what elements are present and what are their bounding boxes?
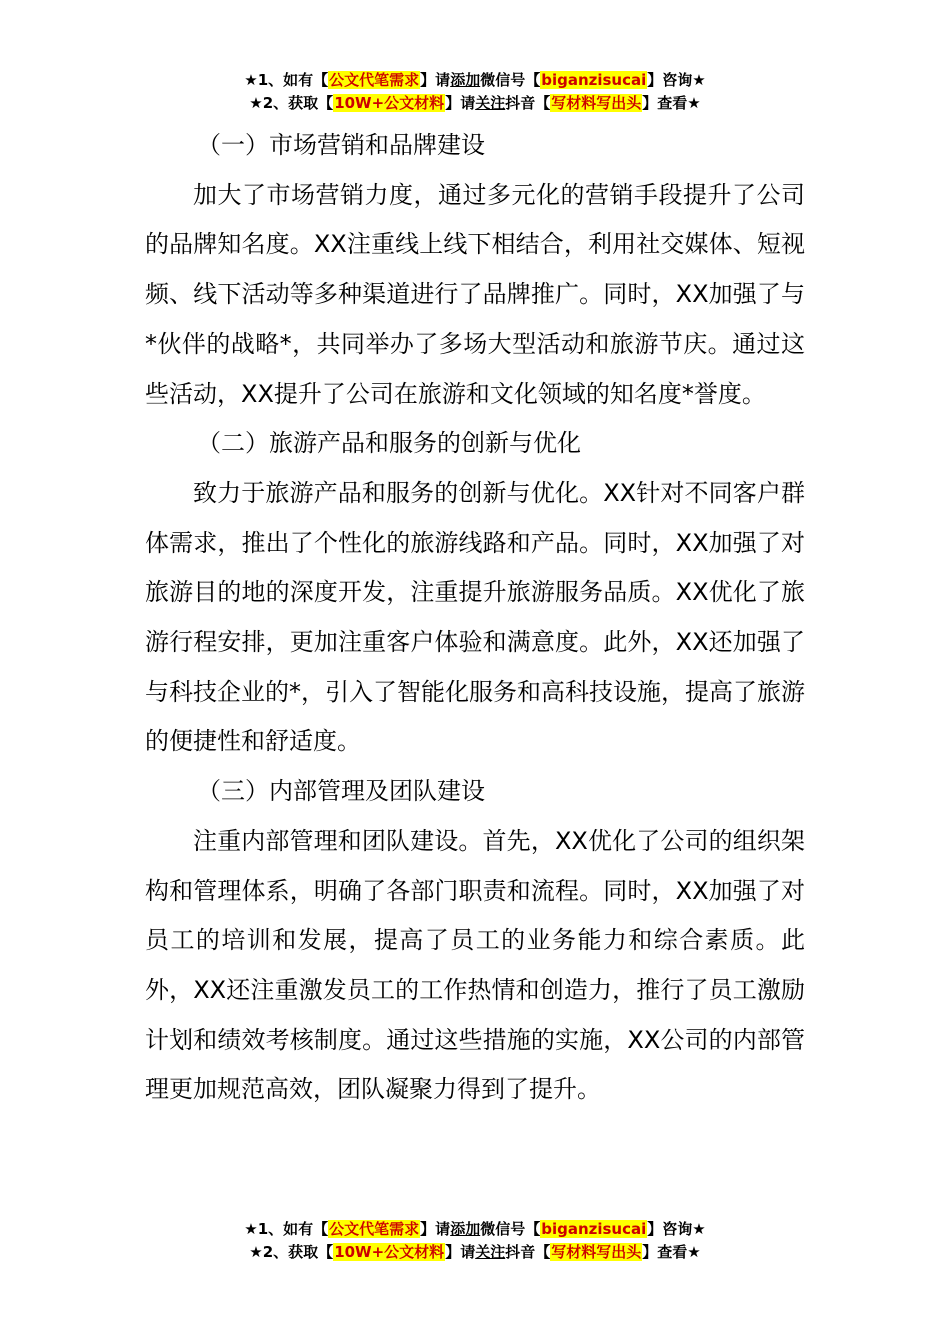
ad-text: 】查看★ bbox=[642, 94, 701, 112]
ad-wechat-id: biganzisucai bbox=[541, 71, 647, 89]
ad-douyin-account: 写材料写出头 bbox=[551, 1243, 642, 1261]
ad-highlight: 公文代笔需求 bbox=[329, 71, 420, 89]
ad-line-2 bbox=[0, 92, 950, 115]
section-paragraph-3: 注重内部管理和团队建设。首先，XX优化了公司的组织架构和管理体系，明确了各部门职责和流程。同时，XX加强了对员工的培训和发展，提高了员工的业务能力和综合素质。此外，XX还注重激发员工的工作热情和创造力，推行了员工激励计划和绩效考核制度。通过这些措施的实施，XX公司的内部管理更加规范高效，团队凝聚力得到了提升。 bbox=[145, 826, 805, 1104]
ad-line-1 bbox=[0, 1218, 950, 1241]
ad-text: ★1、如有【 bbox=[244, 1220, 329, 1238]
ad-emphasis: 关注 bbox=[475, 1243, 506, 1261]
ad-text: 】咨询★ bbox=[647, 71, 706, 89]
ad-text: 微信号【 bbox=[480, 71, 541, 89]
ad-text: 】请 bbox=[445, 94, 476, 112]
ad-wechat-id: biganzisucai bbox=[541, 1220, 647, 1238]
ad-douyin-account: 写材料写出头 bbox=[551, 94, 642, 112]
ad-highlight: 10W+公文材料 bbox=[334, 1243, 445, 1261]
footer-ad-banner bbox=[0, 1218, 950, 1264]
document-body bbox=[145, 121, 805, 1115]
ad-text: 】查看★ bbox=[642, 1243, 701, 1261]
ad-text: 微信号【 bbox=[480, 1220, 541, 1238]
ad-emphasis: 添加 bbox=[450, 1220, 481, 1238]
ad-text: 】请 bbox=[420, 1220, 451, 1238]
ad-text: 】请 bbox=[420, 71, 451, 89]
header-ad-banner bbox=[0, 69, 950, 115]
ad-highlight: 公文代笔需求 bbox=[329, 1220, 420, 1238]
ad-line-1 bbox=[0, 69, 950, 92]
ad-text: 】咨询★ bbox=[647, 1220, 706, 1238]
ad-line-2 bbox=[0, 1241, 950, 1264]
ad-emphasis: 添加 bbox=[450, 71, 481, 89]
ad-text: 】请 bbox=[445, 1243, 476, 1261]
section-heading-3: （三）内部管理及团队建设 bbox=[197, 777, 485, 806]
ad-text: ★2、获取【 bbox=[249, 1243, 334, 1261]
section-heading-1: （一）市场营销和品牌建设 bbox=[197, 131, 485, 159]
section-heading-2: （二）旅游产品和服务的创新与优化 bbox=[197, 429, 581, 458]
ad-highlight: 10W+公文材料 bbox=[334, 94, 445, 112]
ad-emphasis: 关注 bbox=[475, 94, 506, 112]
ad-text: 抖音【 bbox=[505, 94, 551, 112]
ad-text: 抖音【 bbox=[505, 1243, 551, 1261]
ad-text: ★1、如有【 bbox=[244, 71, 329, 89]
section-paragraph-1: 加大了市场营销力度，通过多元化的营销手段提升了公司的品牌知名度。XX注重线上线下相结合，利用社交媒体、短视频、线下活动等多种渠道进行了品牌推广。同时，XX加强了与*伙伴的战略*，共同举办了多场大型活动和旅游节庆。通过这些活动，XX提升了公司在旅游和文化领域的知名度*誉度。 bbox=[145, 180, 805, 408]
ad-text: ★2、获取【 bbox=[249, 94, 334, 112]
section-paragraph-2: 致力于旅游产品和服务的创新与优化。XX针对不同客户群体需求，推出了个性化的旅游线路和产品。同时，XX加强了对旅游目的地的深度开发，注重提升旅游服务品质。XX优化了旅游行程安排，更加注重客户体验和满意度。此外，XX还加强了与科技企业的*，引入了智能化服务和高科技设施，提高了旅游的便捷性和舒适度。 bbox=[145, 478, 805, 756]
